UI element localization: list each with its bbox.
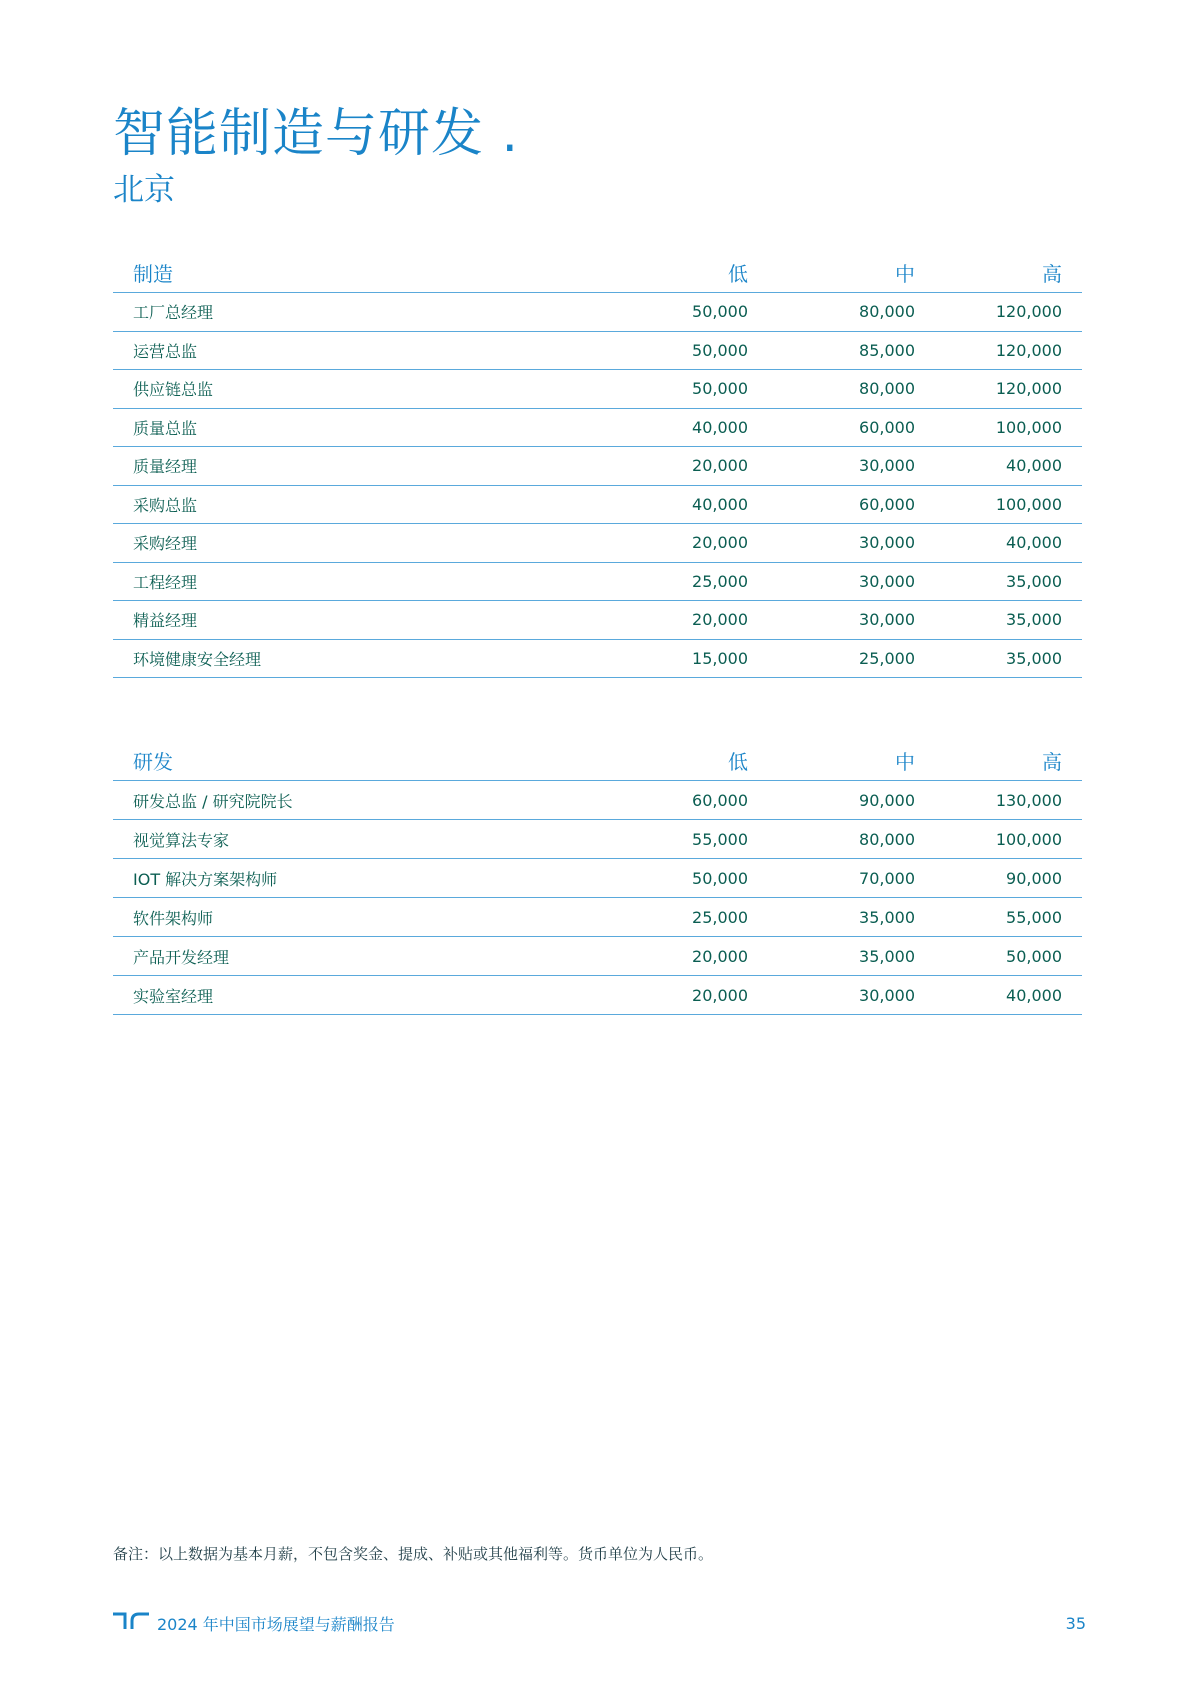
salary-mid: 80,000 xyxy=(859,829,915,849)
job-title: 质量总监 xyxy=(133,418,198,438)
salary-low: 25,000 xyxy=(692,907,748,927)
salary-high: 120,000 xyxy=(995,340,1062,360)
salary-mid: 90,000 xyxy=(859,790,915,810)
page-subtitle: 北京 xyxy=(113,172,175,208)
salary-high: 55,000 xyxy=(1006,907,1062,927)
header-low: 低 xyxy=(728,261,748,286)
salary-mid: 30,000 xyxy=(859,985,915,1005)
salary-mid: 85,000 xyxy=(859,340,915,360)
salary-mid: 80,000 xyxy=(859,302,915,322)
header-mid: 中 xyxy=(895,261,915,286)
job-title: 实验室经理 xyxy=(133,986,214,1006)
salary-low: 40,000 xyxy=(692,494,748,514)
table-row xyxy=(113,332,1082,371)
salary-low: 20,000 xyxy=(692,610,748,630)
salary-high: 40,000 xyxy=(1006,533,1062,553)
tr-logo-icon xyxy=(112,1612,150,1630)
table-row xyxy=(113,486,1082,525)
salary-mid: 30,000 xyxy=(859,571,915,591)
table-row xyxy=(113,937,1082,976)
job-title: 运营总监 xyxy=(133,341,198,361)
table-body xyxy=(113,781,1082,1015)
table-row xyxy=(113,640,1082,679)
salary-low: 20,000 xyxy=(692,985,748,1005)
header-mid: 中 xyxy=(895,749,915,774)
job-title: 精益经理 xyxy=(133,611,198,631)
table-header xyxy=(113,740,1082,781)
job-title: 工程经理 xyxy=(133,572,198,592)
salary-mid: 35,000 xyxy=(859,907,915,927)
header-high: 高 xyxy=(1042,749,1062,774)
salary-mid: 70,000 xyxy=(859,868,915,888)
job-title: 视觉算法专家 xyxy=(133,830,230,850)
salary-mid: 35,000 xyxy=(859,946,915,966)
salary-low: 20,000 xyxy=(692,533,748,553)
salary-high: 130,000 xyxy=(995,790,1062,810)
salary-high: 120,000 xyxy=(995,379,1062,399)
salary-mid: 80,000 xyxy=(859,379,915,399)
job-title: 软件架构师 xyxy=(133,908,214,928)
table-row xyxy=(113,859,1082,898)
table-row xyxy=(113,409,1082,448)
job-title: 供应链总监 xyxy=(133,380,214,400)
table-row xyxy=(113,820,1082,859)
salary-mid: 60,000 xyxy=(859,417,915,437)
table-row xyxy=(113,447,1082,486)
job-title: IOT 解决方案架构师 xyxy=(133,869,278,889)
salary-high: 35,000 xyxy=(1006,648,1062,668)
salary-mid: 30,000 xyxy=(859,610,915,630)
salary-mid: 30,000 xyxy=(859,456,915,476)
table-header xyxy=(113,252,1082,293)
salary-high: 50,000 xyxy=(1006,946,1062,966)
job-title: 工厂总经理 xyxy=(133,303,214,323)
salary-mid: 60,000 xyxy=(859,494,915,514)
header-category: 研发 xyxy=(133,749,173,774)
table-row xyxy=(113,524,1082,563)
salary-low: 20,000 xyxy=(692,456,748,476)
salary-low: 50,000 xyxy=(692,379,748,399)
salary-high: 40,000 xyxy=(1006,456,1062,476)
salary-low: 50,000 xyxy=(692,302,748,322)
page-title: 智能制造与研发 . xyxy=(113,104,520,164)
salary-high: 35,000 xyxy=(1006,610,1062,630)
header-high: 高 xyxy=(1042,261,1062,286)
table-row xyxy=(113,563,1082,602)
table-body xyxy=(113,293,1082,678)
page-number: 35 xyxy=(1065,1614,1086,1633)
header-category: 制造 xyxy=(133,261,173,286)
table-row xyxy=(113,601,1082,640)
salary-low: 15,000 xyxy=(692,648,748,668)
footer-report-title: 2024 年中国市场展望与薪酬报告 xyxy=(157,1615,395,1634)
table-row xyxy=(113,370,1082,409)
header-low: 低 xyxy=(728,749,748,774)
job-title: 产品开发经理 xyxy=(133,947,230,967)
table-row xyxy=(113,976,1082,1015)
rd-table xyxy=(113,740,1082,1015)
table-row xyxy=(113,781,1082,820)
salary-low: 25,000 xyxy=(692,571,748,591)
footnote: 备注：以上数据为基本月薪，不包含奖金、提成、补贴或其他福利等。货币单位为人民币。 xyxy=(113,1545,714,1563)
salary-low: 20,000 xyxy=(692,946,748,966)
salary-high: 100,000 xyxy=(995,829,1062,849)
salary-high: 40,000 xyxy=(1006,985,1062,1005)
salary-low: 60,000 xyxy=(692,790,748,810)
manufacturing-table xyxy=(113,252,1082,678)
salary-high: 120,000 xyxy=(995,302,1062,322)
salary-high: 90,000 xyxy=(1006,868,1062,888)
salary-low: 50,000 xyxy=(692,340,748,360)
table-row xyxy=(113,293,1082,332)
job-title: 研发总监 / 研究院院长 xyxy=(133,791,293,811)
job-title: 质量经理 xyxy=(133,457,198,477)
salary-high: 100,000 xyxy=(995,494,1062,514)
job-title: 采购总监 xyxy=(133,495,198,515)
job-title: 环境健康安全经理 xyxy=(133,649,262,669)
salary-low: 55,000 xyxy=(692,829,748,849)
salary-low: 40,000 xyxy=(692,417,748,437)
job-title: 采购经理 xyxy=(133,534,198,554)
salary-low: 50,000 xyxy=(692,868,748,888)
salary-high: 35,000 xyxy=(1006,571,1062,591)
salary-high: 100,000 xyxy=(995,417,1062,437)
salary-mid: 25,000 xyxy=(859,648,915,668)
table-row xyxy=(113,898,1082,937)
salary-mid: 30,000 xyxy=(859,533,915,553)
